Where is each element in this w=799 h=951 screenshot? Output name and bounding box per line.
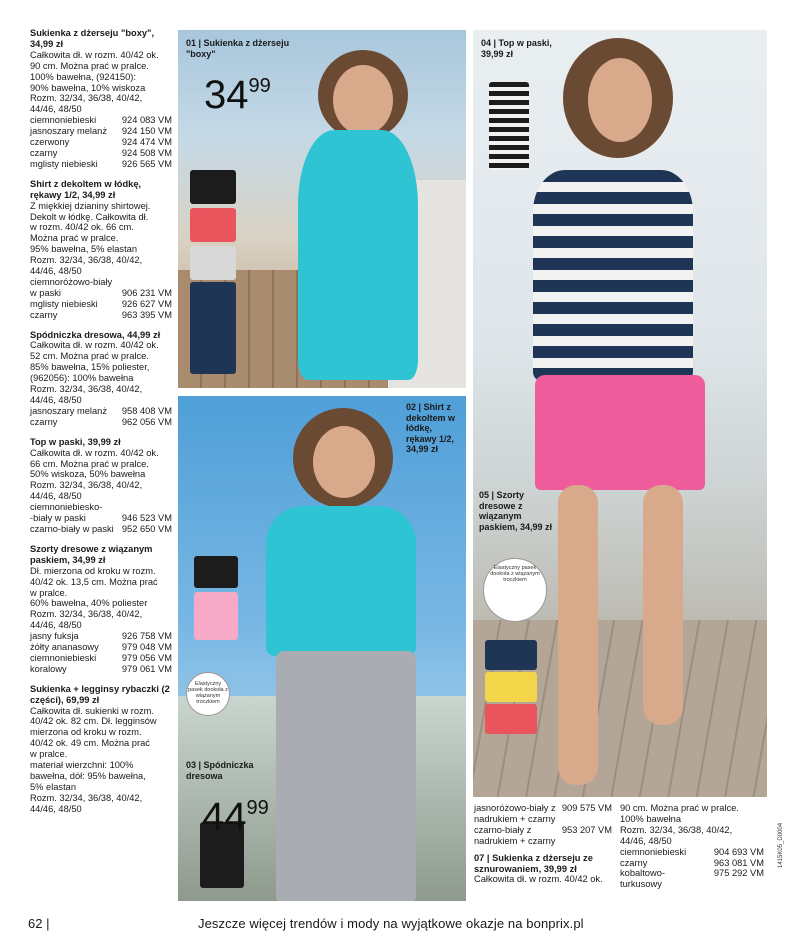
- variant-row: czarny 963 395 VM: [30, 309, 172, 320]
- product-title: Szorty dresowe z wiązanym paskiem, 34,99 zł: [30, 543, 153, 565]
- product-descriptions: [30, 28, 172, 824]
- swatch-striped-top: [489, 82, 529, 170]
- variant-row: kobaltowo-turkusowy 975 292 VM: [620, 868, 764, 890]
- page-number: 62 |: [28, 916, 50, 931]
- product-title: Sukienka + legginsy rybaczki (2 części), 69,99 zł: [30, 683, 170, 705]
- product-02: Shirt z dekoltem w łódkę, rękawy 1/2, 34,99 zł Z miękkiej dzianiny shirtowej. Dekolt w łódkę. Całkowita dł. w rozm. 40/42 ok. 66 cm. Można prać w pralce. 95% bawełna, 5% elastan Rozm. 32/34, 36/38, 40/42, 44/46, 48/50 ciemnoróżowo-biały w paski 906 231 VM mglisty niebieski 926 627 VM czarny 963 395 VM: [30, 178, 172, 320]
- turquoise-shirt: [266, 506, 416, 656]
- variant-row: żółty ananasowy 979 048 VM: [30, 642, 172, 653]
- product-title: 07 | Sukienka z dżerseju ze sznurowaniem, 39,99 zł: [474, 852, 593, 874]
- variant-row: jasnoróżowo-biały z nadrukiem + czarny 909 575 VM: [474, 803, 612, 824]
- product-title: Sukienka z dżerseju "boxy", 34,99 zł: [30, 28, 155, 49]
- variant-row: czerwony 924 474 VM: [30, 137, 172, 148]
- grey-skirt: [276, 651, 416, 901]
- swatch-pink-shirt: [194, 592, 238, 640]
- price-tag: $34^{99}$: [204, 73, 271, 117]
- swatch-navy-shorts: [485, 640, 537, 670]
- variant-row: ciemnoniebieski 924 083 VM: [30, 115, 172, 126]
- swatch-coral-shorts: [485, 704, 537, 734]
- price-tag: $44^{99}$: [202, 795, 269, 839]
- swatch-navy-dress: [190, 282, 236, 374]
- swatch-red: [190, 208, 236, 242]
- product-03: Spódniczka dresowa, 44,99 zł Całkowita dł. w rozm. 40/42 ok. 52 cm. Można prać w pralce. 85% bawełna, 15% poliester, (962056): 100% bawełna Rozm. 32/34, 36/38, 40/42, 44/46, 48/50 jasnoszary melanż 958 408 VM czarny 962 056 VM: [30, 329, 172, 427]
- variant-row: jasny fuksja 926 758 VM: [30, 631, 172, 642]
- variant-row: w paski 906 231 VM: [30, 287, 172, 298]
- variant-row: jasnoszary melanż 958 408 VM: [30, 405, 172, 416]
- model-face: [333, 65, 393, 135]
- photo-label: 04 | Top w paski, 39,99 zł: [481, 38, 552, 59]
- product-title: Top w paski, 39,99 zł: [30, 436, 121, 447]
- product-photo-top-shorts: [473, 30, 767, 797]
- variant-row: ciemnoniebieski 904 693 VM: [620, 846, 764, 857]
- bottom-column-a: jasnoróżowo-biały z nadrukiem + czarny 909 575 VM czarno-biały z nadrukiem + czarny 953 207 VM 07 | Sukienka z dżerseju ze sznurowaniem, 39,99 zł Całkowita dł. w rozm. 40/42 ok.: [474, 803, 612, 885]
- model-face: [588, 58, 652, 142]
- swatch-black-shirt: [194, 556, 238, 588]
- product-photo-shirt-skirt: [178, 396, 466, 901]
- model-face: [313, 426, 375, 498]
- photo-label: 02 | Shirt z dekoltem w łódkę, rękawy 1/2, 34,99 zł: [406, 402, 456, 454]
- turquoise-dress: [298, 130, 418, 380]
- variant-row: koralowy 979 061 VM: [30, 663, 172, 674]
- variant-row: ciemnoniebieski 979 056 VM: [30, 652, 172, 663]
- swatch-black: [190, 170, 236, 204]
- catalog-code: 1415K05_D0004: [778, 822, 784, 868]
- variant-row: czarno-biały w paski 952 650 VM: [30, 523, 172, 534]
- product-04: Top w paski, 39,99 zł Całkowita dł. w rozm. 40/42 ok. 66 cm. Można prać w pralce. 50% wiskoza, 50% bawełna Rozm. 32/34, 36/38, 40/42, 44/46, 48/50 ciemnoniebiesko- -biały w paski 946 523 VM czarno-biały w paski 952 650 VM: [30, 436, 172, 534]
- variant-row: mglisty niebieski 926 565 VM: [30, 158, 172, 169]
- model-leg: [643, 485, 683, 725]
- model-leg: [558, 485, 598, 785]
- striped-top: [533, 170, 693, 380]
- product-photo-dress: [178, 30, 466, 388]
- photo-label: 03 | Spódniczka dresowa: [186, 760, 254, 781]
- variant-row: czarno-biały z nadrukiem + czarny 953 207 VM: [474, 824, 612, 846]
- variant-row: -biały w paski 946 523 VM: [30, 513, 172, 524]
- variant-row: czarny 962 056 VM: [30, 416, 172, 427]
- product-title: Spódniczka dresowa, 44,99 zł: [30, 329, 161, 340]
- variant-row: czarny 963 081 VM: [620, 857, 764, 868]
- waistband-badge: Elastyczny pasek dookoła z wiązanym troczkiem: [186, 672, 230, 716]
- bottom-column-b: 90 cm. Można prać w pralce. 100% bawełna Rozm. 32/34, 36/38, 40/42, 44/46, 48/50 ciemnoniebieski 904 693 VM czarny 963 081 VM kobaltowo-turkusowy 975 292 VM: [620, 803, 764, 890]
- footer-tagline: Jeszcze więcej trendów i mody na wyjątkowe okazje na bonprix.pl: [198, 916, 584, 931]
- product-05: Szorty dresowe z wiązanym paskiem, 34,99 zł Dł. mierzona od kroku w rozm. 40/42 ok. 13,5 cm. Można prać w pralce. 60% bawełna, 40% poliester Rozm. 32/34, 36/38, 40/42, 44/46, 48/50 jasny fuksja 926 758 VM żółty ananasowy 979 048 VM ciemnoniebieski 979 056 VM koralowy 979 061 VM: [30, 543, 172, 674]
- variant-row: mglisty niebieski 926 627 VM: [30, 298, 172, 309]
- variant-row: czarny 924 508 VM: [30, 147, 172, 158]
- swatch-yellow-shorts: [485, 672, 537, 702]
- product-06: Sukienka + legginsy rybaczki (2 części), 69,99 zł Całkowita dł. sukienki w rozm. 40/42 ok. 82 cm. Dł. legginsów mierzona od kroku w rozm. 40/42 ok. 49 cm. Można prać w pralce. materiał wierzchni: 100% bawełna, dół: 95% bawełna, 5% elastan Rozm. 32/34, 36/38, 40/42, 44/46, 48/50: [30, 684, 172, 815]
- swatch-grey: [190, 246, 236, 280]
- photo-label: 05 | Szorty dresowe z wiązanym paskiem, 34,99 zł: [479, 490, 553, 532]
- product-01: Sukienka z dżerseju "boxy", 34,99 zł Całkowita dł. w rozm. 40/42 ok. 90 cm. Można prać w pralce. 100% bawełna, (924150): 90% bawełna, 10% wiskoza Rozm. 32/34, 36/38, 40/42, 44/46, 48/50 ciemnoniebieski 924 083 VM jasnoszary melanż 924 150 VM czerwony 924 474 VM czarny 924 508 VM mglisty niebieski 926 565 VM: [30, 28, 172, 169]
- waistband-badge: Elastyczny pasek dookoła z wiązanym troczkiem: [483, 558, 547, 622]
- variant-row: jasnoszary melanż 924 150 VM: [30, 126, 172, 137]
- photo-label: 01 | Sukienka z dżerseju "boxy": [186, 38, 290, 59]
- product-title: Shirt z dekoltem w łódkę, rękawy 1/2, 34,99 zł: [30, 178, 142, 200]
- pink-shorts: [535, 375, 705, 490]
